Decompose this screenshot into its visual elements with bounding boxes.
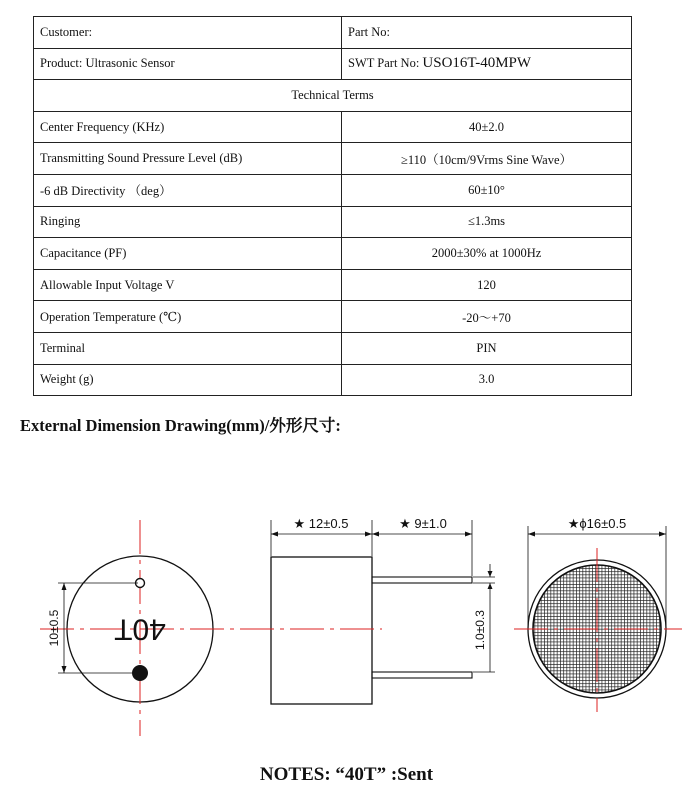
spec-value: 60±10°	[342, 174, 632, 206]
spec-row	[34, 143, 632, 175]
spec-row	[34, 206, 632, 238]
spec-row	[34, 238, 632, 270]
pin-dot	[132, 665, 148, 681]
spec-label: Weight (g)	[34, 364, 342, 396]
front-marking: 40T	[114, 612, 166, 646]
spec-value: 2000±30% at 1000Hz	[342, 238, 632, 270]
dim-pin-length: ★ 9±1.0	[399, 516, 447, 531]
product-cell: Product: Ultrasonic Sensor	[34, 48, 342, 80]
spec-row	[34, 269, 632, 301]
swt-part-value: USO16T-40MPW	[422, 55, 532, 72]
part-no-cell: Part No:	[342, 17, 632, 49]
dim-pin-spacing-side: 1.0±0.3	[473, 610, 487, 650]
spec-row	[34, 364, 632, 396]
side-view	[240, 516, 495, 704]
spec-value: 3.0	[342, 364, 632, 396]
dim-diameter: ★ϕ16±0.5	[567, 516, 627, 531]
front-view	[40, 520, 248, 736]
spec-label: Operation Temperature (℃)	[34, 301, 342, 333]
spec-value: ≤1.3ms	[342, 206, 632, 238]
swt-part-cell	[342, 48, 632, 80]
dim-body-length: ★ 12±0.5	[293, 516, 349, 531]
spec-value: 40±2.0	[342, 111, 632, 143]
spec-label: Ringing	[34, 206, 342, 238]
swt-part-label: SWT Part No:	[348, 56, 423, 71]
side-body-outline	[271, 557, 372, 704]
spec-label: Allowable Input Voltage V	[34, 269, 342, 301]
spec-label: Transmitting Sound Pressure Level (dB)	[34, 143, 342, 175]
spec-label: Center Frequency (KHz)	[34, 111, 342, 143]
spec-row	[34, 111, 632, 143]
spec-row	[34, 301, 632, 333]
drawing-title: External Dimension Drawing(mm)/外形尺寸:	[20, 416, 341, 435]
notes: NOTES: “40T” :Sent	[259, 764, 434, 785]
customer-cell: Customer:	[34, 17, 342, 49]
spec-value: PIN	[342, 332, 632, 364]
pin-lower	[372, 672, 472, 678]
dimension-drawing	[0, 440, 693, 760]
back-view	[514, 516, 682, 712]
technical-terms-heading: Technical Terms	[34, 80, 632, 112]
dim-arrows	[488, 571, 493, 589]
spec-row	[34, 332, 632, 364]
spec-label: -6 dB Directivity （deg）	[34, 174, 342, 206]
spec-label: Terminal	[34, 332, 342, 364]
spec-value: ≥110（10cm/9Vrms Sine Wave）	[342, 143, 632, 175]
spec-value: 120	[342, 269, 632, 301]
spec-label: Capacitance (PF)	[34, 238, 342, 270]
dim-pin-spacing-front: 10±0.5	[47, 609, 61, 647]
spec-table	[33, 16, 632, 396]
pin-upper	[372, 577, 472, 583]
spec-value: -20～+70	[342, 301, 632, 333]
spec-row	[34, 174, 632, 206]
